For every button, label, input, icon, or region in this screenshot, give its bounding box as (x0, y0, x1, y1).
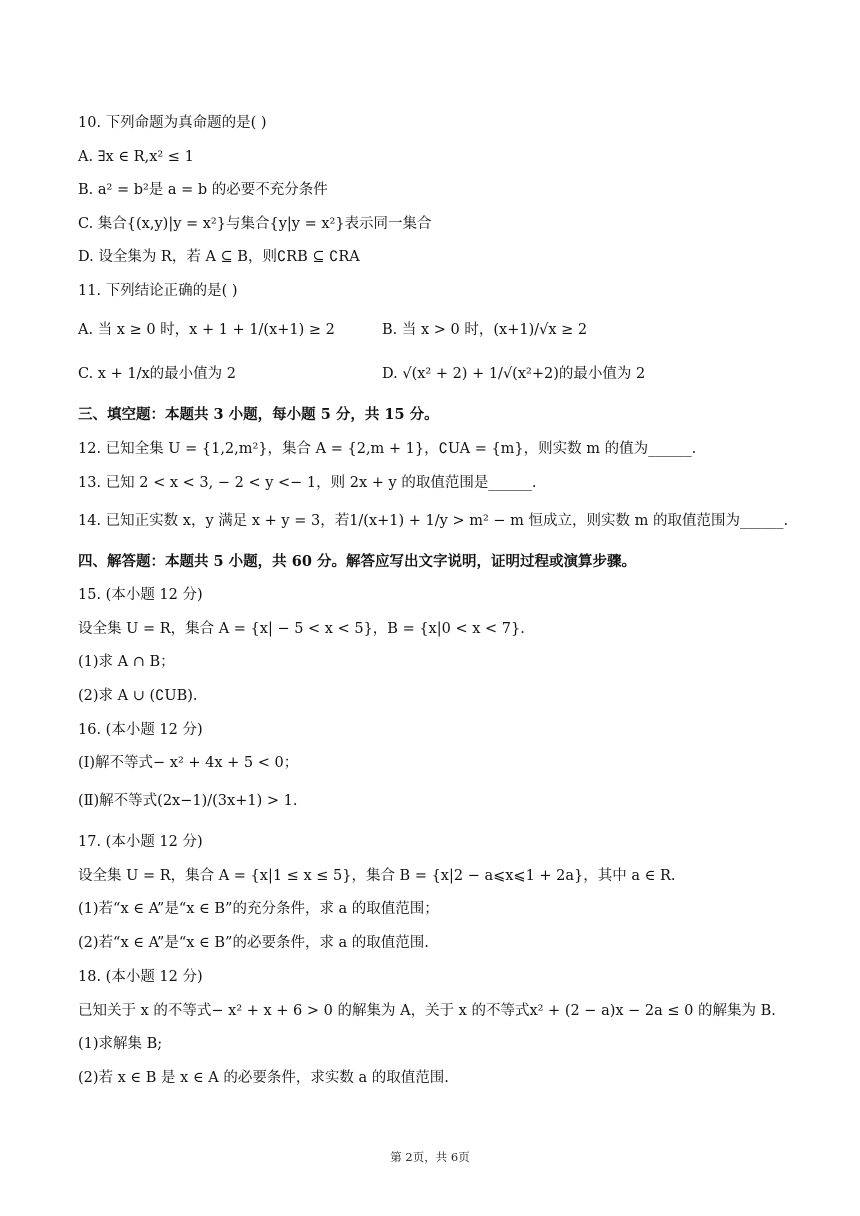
question-16-part-1: (Ⅰ)解不等式− x² + 4x + 5 < 0； (78, 755, 299, 771)
question-15-title: 15. (本小题 12 分) (78, 587, 203, 603)
section-answer-heading: 四、解答题：本题共 5 小题，共 60 分。解答应写出文字说明，证明过程或演算步骤。 (78, 553, 636, 570)
question-10-stem: 10. 下列命题为真命题的是( ) (78, 115, 267, 131)
question-17-part-2: (2)若“x ∈ A”是“x ∈ B”的必要条件，求 a 的取值范围. (78, 935, 429, 951)
question-17-title: 17. (本小题 12 分) (78, 834, 203, 850)
question-17-part-1: (1)若“x ∈ A”是“x ∈ B”的充分条件，求 a 的取值范围； (78, 901, 439, 917)
question-15-part-2: (2)求 A ∪ (∁UB). (78, 688, 198, 704)
question-18-part-2: (2)若 x ∈ B 是 x ∈ A 的必要条件，求实数 a 的取值范围. (78, 1070, 449, 1086)
question-18-stem: 已知关于 x 的不等式− x² + x + 6 > 0 的解集为 A，关于 x 的不等式x² + (2 − a)x − 2a ≤ 0 的解集为 B. (78, 1003, 776, 1019)
question-10-option-c: C. 集合{(x,y)|y = x²}与集合{y|y = x²}表示同一集合 (78, 216, 432, 232)
question-11-option-d: D. √(x² + 2) + 1/√(x²+2)的最小值为 2 (382, 366, 646, 382)
question-10-option-a: A. ∃x ∈ R,x² ≤ 1 (78, 149, 194, 165)
question-10-option-d: D. 设全集为 R，若 A ⊆ B，则∁RB ⊆ ∁RA (78, 249, 360, 265)
question-17-stem: 设全集 U = R，集合 A = {x|1 ≤ x ≤ 5}，集合 B = {x|2 − a⩽x⩽1 + 2a}，其中 a ∈ R. (78, 868, 676, 884)
question-18-part-1: (1)求解集 B; (78, 1036, 163, 1052)
question-15-stem: 设全集 U = R，集合 A = {x| − 5 < x < 5}，B = {x|0 < x < 7}. (78, 621, 525, 637)
question-16-title: 16. (本小题 12 分) (78, 722, 203, 738)
question-11-option-a: A. 当 x ≥ 0 时，x + 1 + 1/(x+1) ≥ 2 (78, 322, 335, 338)
question-11-option-b: B. 当 x > 0 时，(x+1)/√x ≥ 2 (382, 322, 588, 338)
page-footer: 第 2页，共 6页 (390, 1150, 470, 1164)
question-14: 14. 已知正实数 x，y 满足 x + y = 3，若1/(x+1) + 1/y > m² − m 恒成立，则实数 m 的取值范围为______. (78, 513, 789, 529)
question-12: 12. 已知全集 U = {1,2,m²}，集合 A = {2,m + 1}，∁UA = {m}，则实数 m 的值为______. (78, 441, 697, 457)
question-15-part-1: (1)求 A ∩ B； (78, 654, 175, 670)
question-13: 13. 已知 2 < x < 3, − 2 < y <− 1，则 2x + y 的取值范围是______. (78, 475, 537, 491)
question-18-title: 18. (本小题 12 分) (78, 969, 203, 985)
question-10-option-b: B. a² = b²是 a = b 的必要不充分条件 (78, 182, 328, 198)
question-16-part-2: (Ⅱ)解不等式(2x−1)/(3x+1) > 1. (78, 793, 298, 809)
section-fill-in-heading: 三、填空题：本题共 3 小题，每小题 5 分，共 15 分。 (78, 406, 439, 423)
question-11-stem: 11. 下列结论正确的是( ) (78, 283, 238, 299)
question-11-option-c: C. x + 1/x的最小值为 2 (78, 366, 236, 382)
